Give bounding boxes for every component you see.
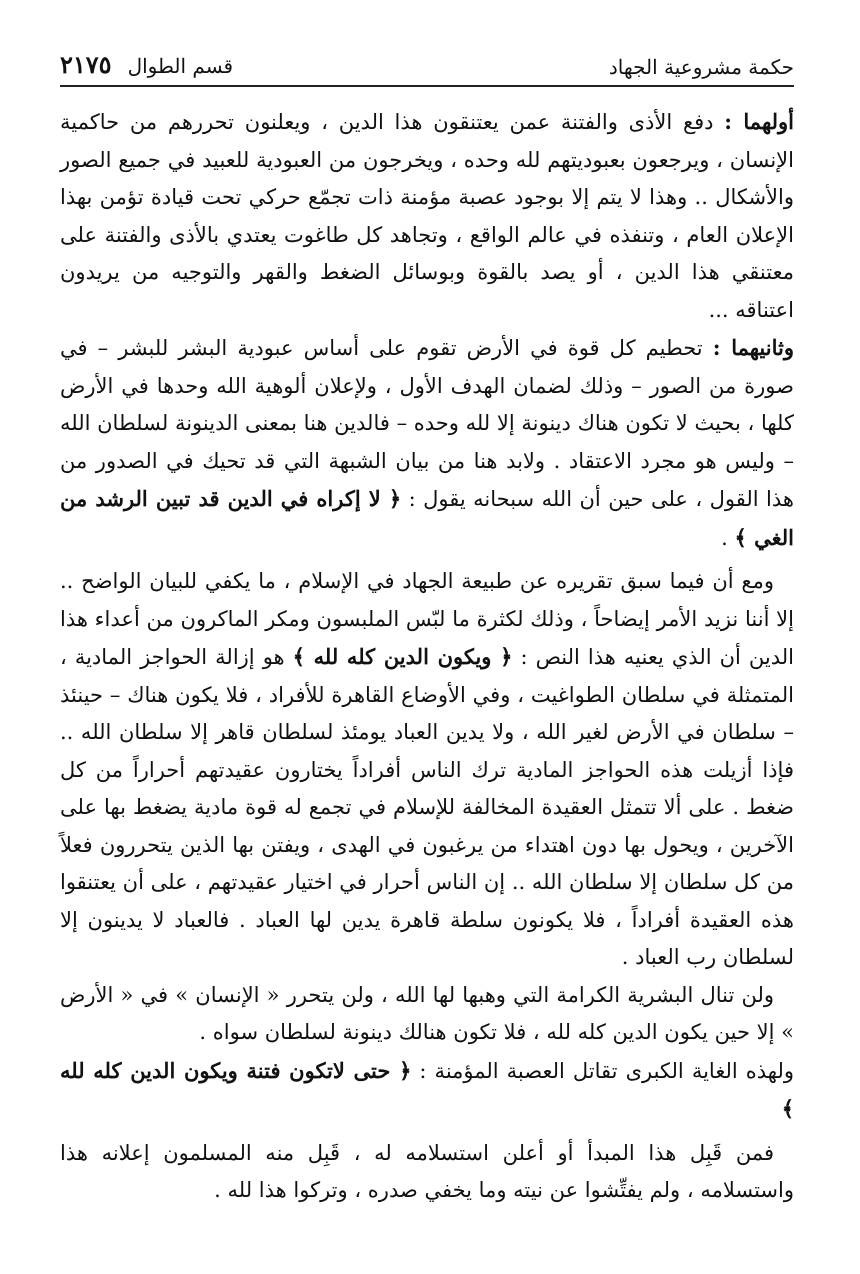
fourth-text: ولن تنال البشرية الكرامة التي وهبها لها الله ، ولن يتحرر « الإنسان » في « الأرض » إلا حين يكون الدين كله لله ، فلا تكون هنالك دينونة لسلطان سواه .	[60, 982, 794, 1044]
first-label: أولهما :	[724, 109, 794, 134]
second-label: وثانيهما :	[712, 335, 794, 360]
page-body	[60, 103, 794, 1210]
paragraph-first	[60, 103, 794, 329]
paragraph-second	[60, 329, 794, 557]
quran-quote-no-compulsion: ﴿ لا إكراه في الدين قد تبين الرشد من الغي ﴾	[60, 486, 794, 550]
second-text: تحطيم كل قوة في الأرض تقوم على أساس عبودية البشر للبشر – في صورة من الصور – وذلك لضمان الهدف الأول ، ولإعلان ألوهية الله وحدها في الأرض كلها ، بحيث لا تكون هناك دينونة إلا لله وحده – فالدين هنا بمعنى الدينونة لسلطان الله – وليس هو مجرد الاعتقاد . ولابد هنا من بيان الشبهة التي قد تحيك في الصدور من هذا القول ، على حين أن الله سبحانه يقول :	[60, 336, 794, 511]
first-text: دفع الأذى والفتنة عمن يعتنقون هذا الدين ، ويعلنون تحررهم من حاكمية الإنسان ، ويرجعون بعبوديتهم لله وحده ، ويخرجون من العبودية للعبيد في جميع الصور والأشكال .. وهذا لا يتم إلا بوجود عصبة مؤمنة ذات تجمّع حركي تحت قيادة تؤمن بهذا الإعلان العام ، وتنفذه في عالم الواقع ، وتجاهد كل طاغوت يعتدي بالأذى والفتنة على معتنقي هذا الدين ، أو يصد بالقوة وبوسائل الضغط والقهر والتوجيه من يريدون اعتناقه ...	[60, 110, 794, 322]
sixth-text: فمن قَبِل هذا المبدأ أو أعلن استسلامه له ، قَبِل منه المسلمون إعلانه هذا واستسلامه ، ولم يفتِّشوا عن نيته وما يخفي صدره ، وتركوا هذا لله .	[60, 1140, 794, 1202]
page-header	[60, 50, 794, 87]
paragraph-fifth	[60, 1052, 794, 1129]
quran-quote-religion-for-allah: ﴿ ويكون الدين كله لله ﴾	[292, 644, 513, 669]
fifth-text: ولهذه الغاية الكبرى تقاتل العصبة المؤمنة :	[411, 1058, 794, 1083]
paragraph-third	[60, 563, 794, 977]
quran-quote-no-fitnah: ﴿ حتى لاتكون فتنة ويكون الدين كله لله ﴾	[60, 1057, 794, 1121]
header-left-group	[60, 50, 233, 79]
page-number: ٢١٧٥	[60, 50, 112, 79]
paragraph-sixth	[60, 1135, 794, 1210]
paragraph-fourth	[60, 977, 794, 1052]
book-title: حكمة مشروعية الجهاد	[608, 55, 794, 79]
section-name: قسم الطوال	[127, 54, 234, 78]
second-end: .	[721, 525, 735, 550]
third-text-a: ومع أن فيما سبق تقريره عن طبيعة الجهاد في الإسلام ، ما يكفي للبيان الواضح .. إلا أننا نزيد الأمر إيضاحاً ، وذلك لكثرة ما لبّس الملبسون ومكر الماكرون من أعداء هذا الدين أن الذي يعنيه هذا النص :	[60, 569, 794, 669]
third-text-b: هو إزالة الحواجز المادية ، المتمثلة في سلطان الطواغيت ، وفي الأوضاع القاهرة للأفراد ، فلا يكون هناك – حينئذ – سلطان في الأرض لغير الله ، ولا يدين العباد يومئذ لسلطان قاهر إلا سلطان الله .. فإذا أزيلت هذه الحواجز المادية ترك الناس أفراداً يختارون عقيدتهم أحراراً من كل ضغط . على ألا تتمثل العقيدة المخالفة للإسلام في تجمع له قوة مادية يضغط بها على الآخرين ، ويحول بها دون اهتداء من يرغبون في الهدى ، ويفتن بها الذين يتحررون فعلاً من كل سلطان إلا سلطان الله .. إن الناس أحرار في اختيار عقيدتهم ، على أن يعتنقوا هذه العقيدة أفراداً ، فلا يكونون سلطة قاهرة يدين لها العباد . فالعباد لا يدينون إلا لسلطان رب العباد .	[60, 645, 794, 969]
